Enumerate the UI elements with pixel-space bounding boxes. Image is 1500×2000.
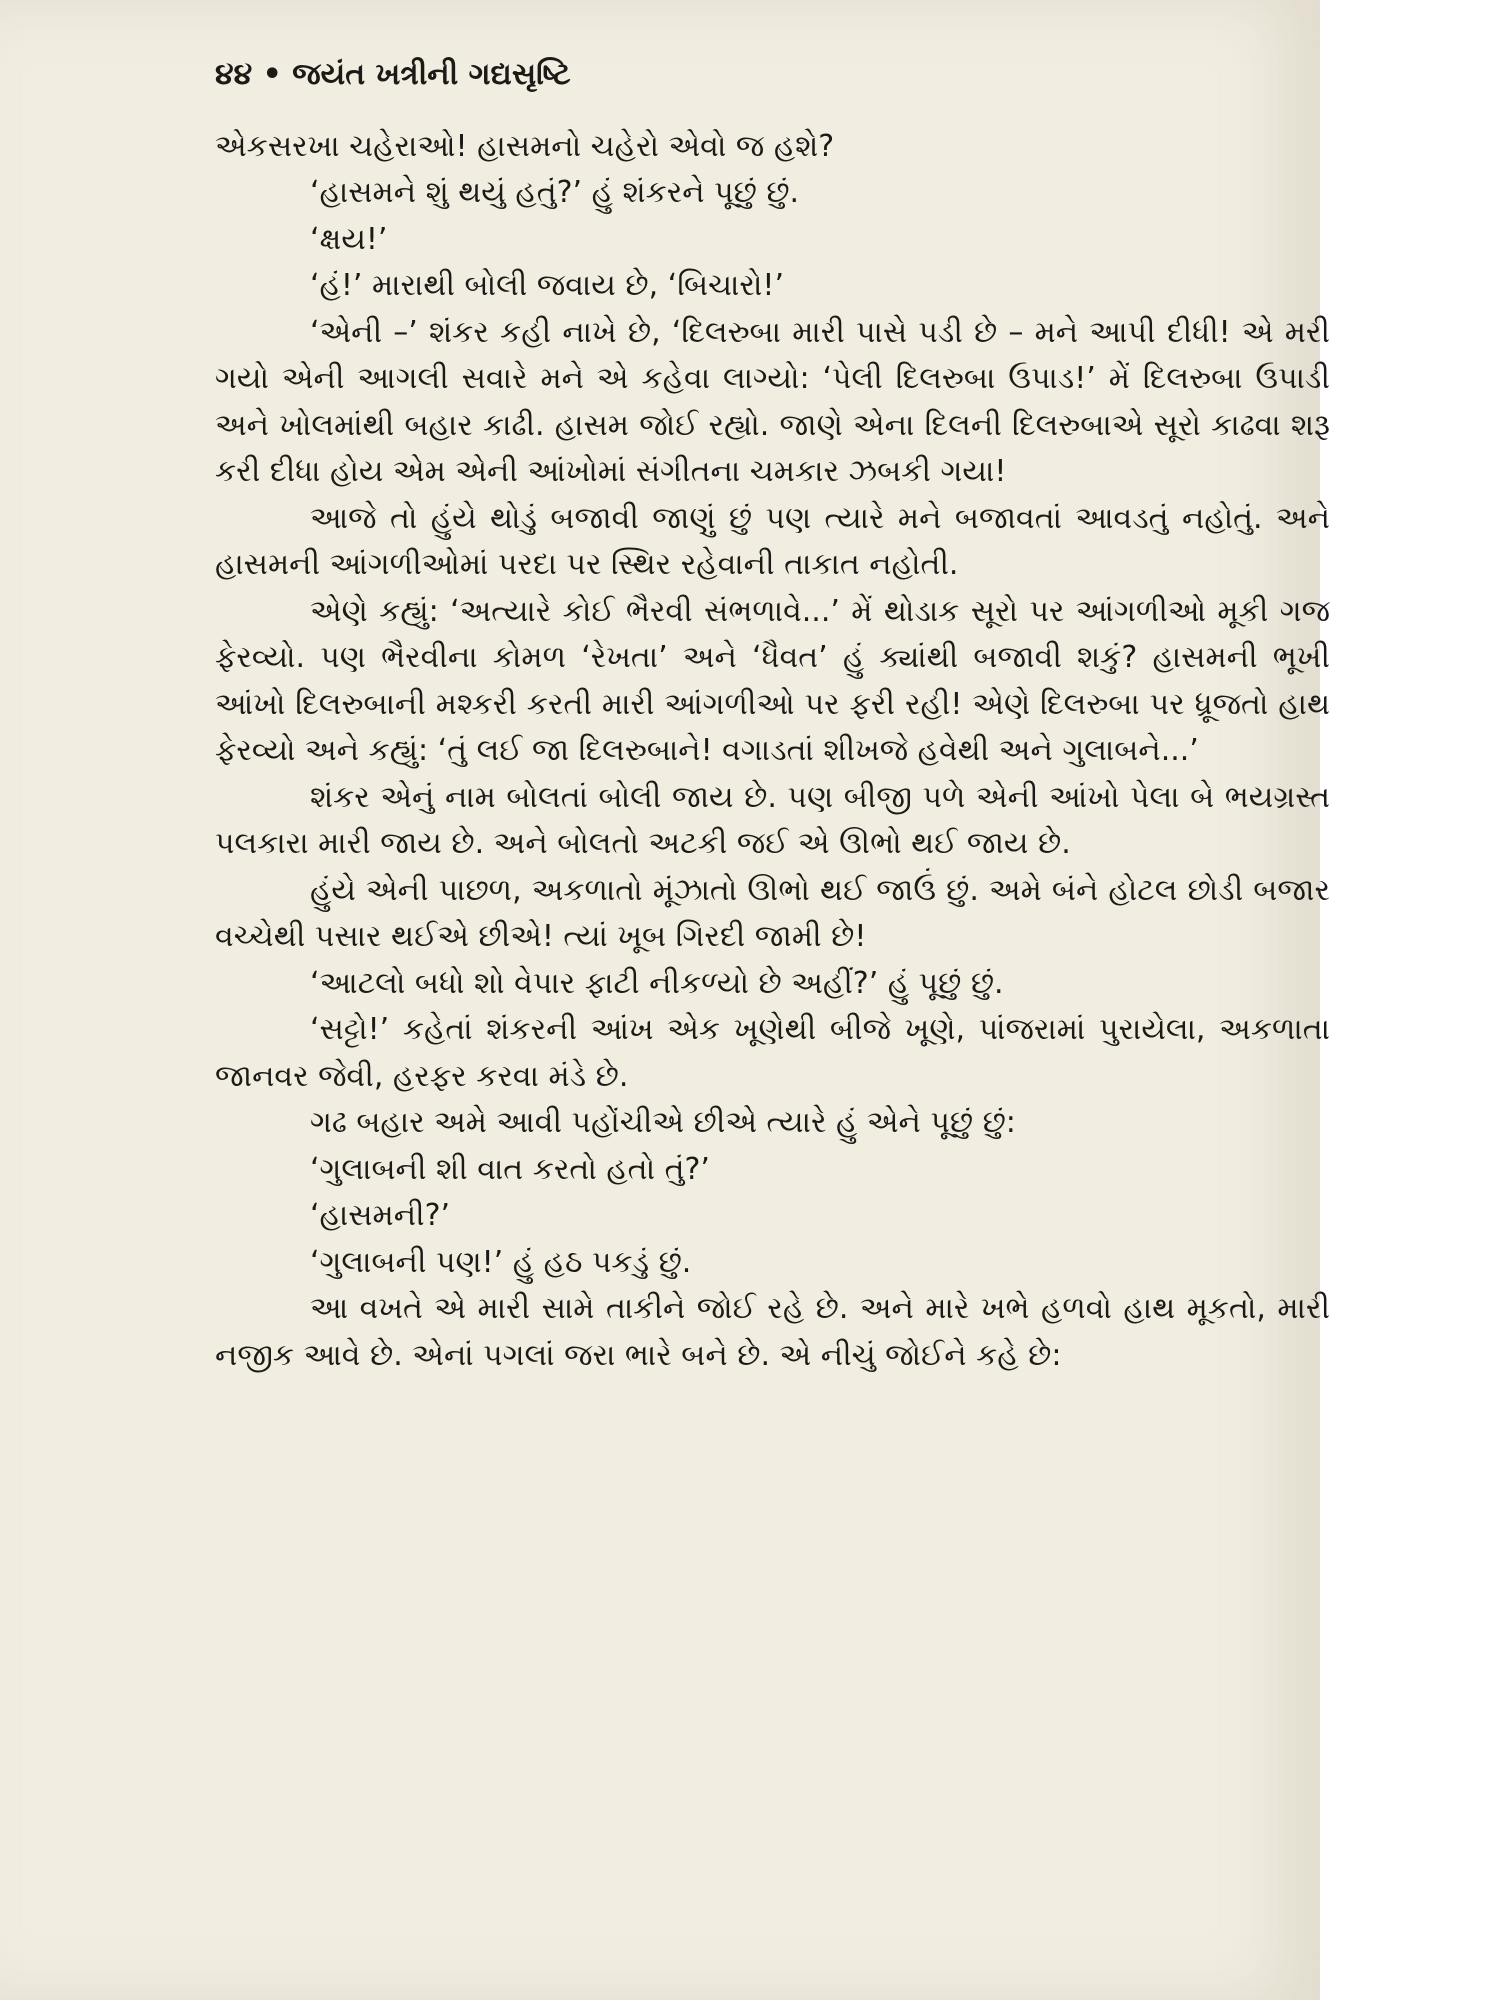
header-separator: • [262,57,282,92]
paragraph: ‘એની –’ શંકર કહી નાખે છે, ‘દિલરુબા મારી પાસે પડી છે – મને આપી દીધી! એ મરી ગયો એની આગલી સવારે મને એ કહેવા લાગ્યો: ‘પેલી દિલરુબા ઉપાડ!’ મેં દિલરુબા ઉપાડી અને ખોલમાંથી બહાર કાઢી. હાસમ જોઈ રહ્યો. જાણે એના દિલની દિલરુબાએ સૂરો કાઢવા શરૂ કરી દીધા હોય એમ એની આંખોમાં સંગીતના ચમકાર ઝબકી ગયા! [215,314,1330,489]
paragraph: આજે તો હુંયે થોડું બજાવી જાણું છું પણ ત્યારે મને બજાવતાં આવડતું નહોતું. અને હાસમની આંગળીઓમાં પરદા પર સ્થિર રહેવાની તાકાત નહોતી. [215,500,1330,582]
page-number: ૪૪ [215,57,253,92]
paragraph: એકસરખા ચહેરાઓ! હાસમનો ચહેરો એવો જ હશે? [215,128,835,164]
paragraph: ‘હં!’ મારાથી બોલી જવાય છે, ‘બિચારો!’ [310,268,784,303]
paragraph: હુંયે એની પાછળ, અકળાતો મૂંઝાતો ઊભો થઈ જાઉં છું. અમે બંને હોટલ છોડી બજાર વચ્ચેથી પસાર થઈએ છીએ! ત્યાં ખૂબ ગિરદી જામી છે! [215,872,1330,954]
paragraph: આ વખતે એ મારી સામે તાકીને જોઈ રહે છે. અને મારે ખભે હળવો હાથ મૂકતો, મારી નજીક આવે છે. એનાં પગલાં જરા ભારે બને છે. એ નીચું જોઈને કહે છે: [215,1291,1330,1373]
book-title: જયંત ખત્રીની ગદ્યસૃષ્ટિ [292,57,571,92]
paragraph: ‘સટ્ટો!’ કહેતાં શંકરની આંખ એક ખૂણેથી બીજે ખૂણે, પાંજરામાં પુરાયેલા, અકળાતા જાનવર જેવી, હરફર કરવા મંડે છે. [215,1012,1330,1094]
paragraph: ‘ક્ષય!’ [310,221,388,257]
page-content [215,52,1330,1379]
running-header [215,52,1330,99]
paragraph: એણે કહ્યું: ‘અત્યારે કોઈ ભૈરવી સંભળાવે...’ મેં થોડાક સૂરો પર આંગળીઓ મૂકી ગજ ફેરવ્યો. પણ ભૈરવીના કોમળ ‘રેખતા’ અને ‘ધૈવત’ હું ક્યાંથી બજાવી શકું? હાસમની ભૂખી આંખો દિલરુબાની મશ્કરી કરતી મારી આંગળીઓ પર ફરી રહી! એણે દિલરુબા પર ધ્રૂજતો હાથ ફેરવ્યો અને કહ્યું: ‘તું લઈ જા દિલરુબાને! વગાડતાં શીખજે હવેથી અને ગુલાબને...’ [215,593,1330,768]
paragraph: ‘ગુલાબની પણ!’ હું હઠ પકડું છું. [310,1244,692,1280]
paragraph: ‘હાસમને શું થયું હતું?’ હું શંકરને પૂછું છું. [310,175,800,210]
paragraph: ‘ગુલાબની શી વાત કરતો હતો તું?’ [310,1151,710,1187]
paragraph: ‘હાસમની?’ [310,1198,451,1233]
paragraph: ‘આટલો બધો શો વેપાર ફાટી નીકળ્યો છે અહીં?’ હું પૂછું છું. [310,965,1004,1001]
body-text [215,124,1330,1380]
paragraph: ગઢ બહાર અમે આવી પહોંચીએ છીએ ત્યારે હું એને પૂછું છું: [310,1105,1016,1140]
paragraph: શંકર એનું નામ બોલતાં બોલી જાય છે. પણ બીજી પળે એની આંખો પેલા બે ભયગ્રસ્ત પલકારા મારી જાય છે. અને બોલતો અટકી જઈ એ ઊભો થઈ જાય છે. [215,779,1330,861]
